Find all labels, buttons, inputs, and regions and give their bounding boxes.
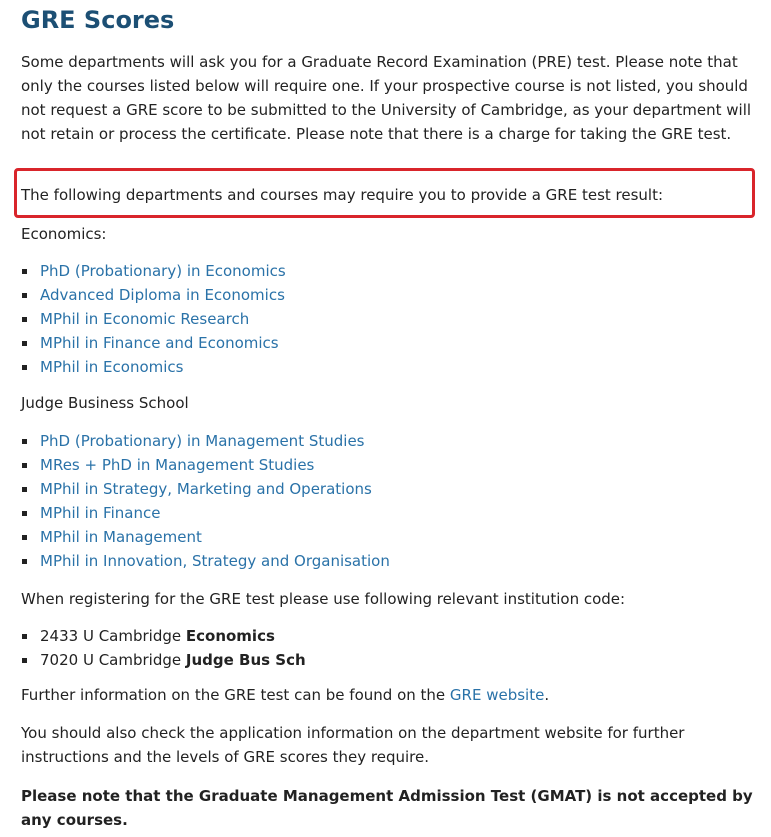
intro-paragraph: Some departments will ask you for a Graduate Record Examination (PRE) test. Please note that only the courses listed below will require one. If your prospective course is not listed, you should not request a GRE score to be submitted to the University of Cambridge, as your department will not retain or process the certificate. Please note that there is a charge for taking the GRE test. (21, 53, 752, 143)
list-item[interactable] (21, 331, 286, 355)
codes-intro: When registering for the GRE test please use following relevant institution code: (21, 590, 626, 608)
list-item[interactable] (21, 477, 390, 501)
code-prefix: 2433 U Cambridge (40, 627, 186, 645)
gmat-notice: Please note that the Graduate Management Admission Test (GMAT) is not accepted by any courses. (21, 787, 753, 829)
code-department: Judge Bus Sch (185, 651, 306, 669)
page-title: GRE Scores (21, 6, 175, 34)
course-link[interactable]: MPhil in Management (40, 528, 202, 546)
list-item[interactable] (21, 355, 286, 379)
further-info-paragraph (21, 683, 756, 707)
course-link[interactable]: MPhil in Economic Research (40, 310, 250, 328)
course-link[interactable]: MRes + PhD in Management Studies (40, 456, 315, 474)
course-link[interactable]: Advanced Diploma in Economics (40, 286, 285, 304)
list-item (21, 624, 306, 648)
code-department: Economics (185, 627, 275, 645)
code-prefix: 7020 U Cambridge (40, 651, 186, 669)
list-item[interactable] (21, 307, 286, 331)
course-link[interactable]: PhD (Probationary) in Economics (40, 262, 286, 280)
highlight-text: The following departments and courses may require you to provide a GRE test result: (21, 186, 664, 204)
economics-course-list (21, 259, 286, 379)
economics-label: Economics: (21, 225, 107, 243)
list-item[interactable] (21, 525, 390, 549)
gre-website-link[interactable]: GRE website (449, 686, 545, 704)
list-item[interactable] (21, 549, 390, 573)
further-info-suffix: . (544, 686, 550, 704)
list-item[interactable] (21, 259, 286, 283)
institution-code-list (21, 624, 306, 672)
course-link[interactable]: MPhil in Finance and Economics (40, 334, 279, 352)
course-link[interactable]: MPhil in Finance (40, 504, 161, 522)
list-item[interactable] (21, 453, 390, 477)
course-link[interactable]: MPhil in Strategy, Marketing and Operations (40, 480, 372, 498)
check-info-paragraph: You should also check the application information on the department website for further instructions and the levels of GRE scores they require. (21, 724, 685, 766)
list-item[interactable] (21, 501, 390, 525)
course-link[interactable]: PhD (Probationary) in Management Studies (40, 432, 365, 450)
judge-course-list (21, 429, 390, 573)
course-link[interactable]: MPhil in Economics (40, 358, 184, 376)
judge-label: Judge Business School (21, 394, 189, 412)
list-item[interactable] (21, 429, 390, 453)
further-info-text: Further information on the GRE test can be found on the (21, 686, 450, 704)
list-item[interactable] (21, 283, 286, 307)
list-item (21, 648, 306, 672)
course-link[interactable]: MPhil in Innovation, Strategy and Organisation (40, 552, 390, 570)
